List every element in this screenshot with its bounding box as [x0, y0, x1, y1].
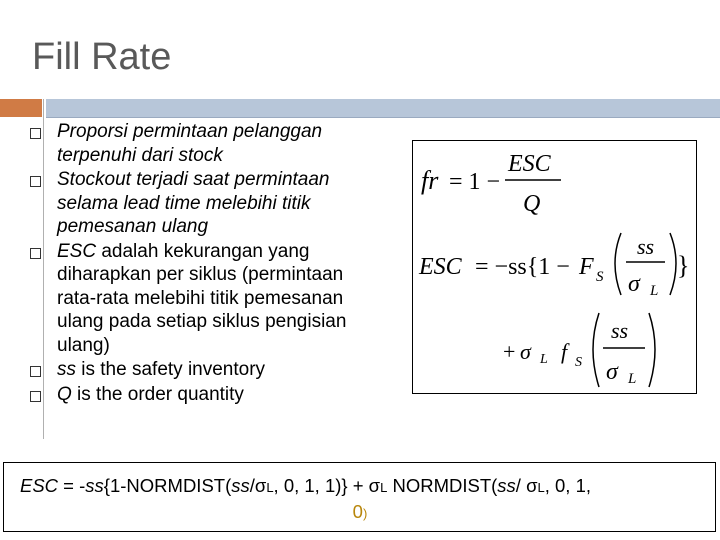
excel-text: , 0, 1,: [544, 475, 592, 496]
sigma-symbol: σ: [628, 271, 640, 297]
excel-text: / σ: [515, 475, 538, 496]
excel-subscript: L: [380, 480, 388, 495]
checkbox-bullet-icon: [30, 366, 41, 377]
pdf-f: f: [561, 339, 568, 364]
formula-svg: [413, 141, 696, 393]
title-rule-underline: [46, 117, 720, 118]
excel-esc: ESC: [20, 475, 59, 496]
excel-text: = -: [58, 475, 86, 496]
q-denominator: Q: [523, 191, 541, 217]
cdf-subscript-S: S: [596, 269, 604, 285]
checkbox-bullet-icon: [30, 248, 41, 259]
right-paren: [670, 233, 676, 295]
bullet-text: is the order quantity: [71, 383, 244, 405]
left-paren: [615, 233, 621, 295]
plus-sign: +: [503, 339, 516, 364]
title-rule-bar: [46, 99, 720, 117]
excel-text: 0: [352, 501, 363, 522]
excel-subscript: L: [266, 480, 274, 495]
excel-text: , 0, 1, 1)} + σ: [273, 475, 381, 496]
excel-ss: ss: [497, 475, 516, 496]
bullet-item: [30, 168, 380, 239]
bullet-term: ESC: [57, 240, 97, 262]
excel-subscript: L: [537, 480, 545, 495]
checkbox-bullet-icon: [30, 176, 41, 187]
excel-formula-line: [20, 475, 710, 497]
pdf-subscript-S: S: [575, 355, 582, 370]
bullet-item: [30, 120, 380, 167]
excel-ss: ss: [231, 475, 250, 496]
bullet-text: adalah kekurangan yang diharapkan per siklus (permintaan rata-rata melebihi titik pemesanan ulang pada setiap siklus pengisian ulang): [57, 240, 347, 356]
bullet-text: is the safety inventory: [76, 359, 266, 380]
bullet-text: Stockout terjadi saat permintaan selama lead time melebihi titik pemesanan ulang: [57, 169, 330, 237]
bullet-item: [30, 240, 380, 358]
slide-title: Fill Rate: [32, 36, 172, 78]
esc-lhs: ESC: [419, 254, 462, 280]
excel-text: NORMDIST(: [387, 475, 498, 496]
close-brace: }: [677, 251, 690, 280]
checkbox-bullet-icon: [30, 128, 41, 139]
excel-text: /σ: [249, 475, 267, 496]
esc-numerator: ESC: [508, 151, 551, 177]
ss-numerator: ss: [637, 234, 655, 259]
checkbox-bullet-icon: [30, 391, 41, 402]
eq-one-minus: = 1 −: [449, 169, 501, 195]
sigma-subscript-L: L: [650, 283, 659, 299]
formula-image: [412, 140, 697, 394]
sigma-symbol: σ: [520, 339, 531, 364]
sigma-subscript-L: L: [540, 352, 548, 367]
sigma-subscript-L: L: [628, 371, 637, 387]
bullet-term: Q: [57, 383, 72, 405]
fr-symbol: fr: [421, 166, 439, 195]
title-rule-accent: [0, 99, 42, 117]
eq-minus-ss: = −ss{1 −: [475, 254, 570, 280]
bullet-term: ss: [57, 359, 76, 380]
bullet-text: Proporsi permintaan pelanggan terpenuhi dari stock: [57, 121, 323, 166]
excel-text: ): [362, 506, 368, 521]
bullet-list: [30, 120, 380, 407]
cdf-F: F: [579, 254, 594, 280]
sigma-symbol: σ: [606, 359, 618, 385]
excel-formula-line-2: [0, 501, 720, 523]
excel-ss: ss: [85, 475, 104, 496]
bullet-item: [30, 358, 380, 382]
excel-text: {1-NORMDIST(: [103, 475, 232, 496]
ss-numerator: ss: [611, 318, 629, 343]
bullet-item: [30, 383, 380, 407]
right-paren: [649, 313, 655, 387]
left-paren: [593, 313, 599, 387]
